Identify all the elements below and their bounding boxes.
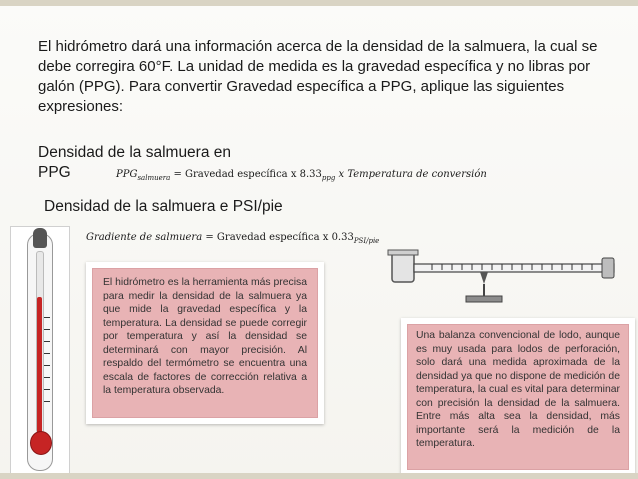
balance-info-box: Una balanza convencional de lodo, aunque es muy usada para lodos de perforación, solo dará una medida aproximada de la densidad ya que no dispone de medición de temperatura, la cual es vital para determinar con precisión la densidad de la salmuera. Entre más alta sea la densidad, más importante será la medición de la temperatura. bbox=[407, 324, 629, 470]
thermometer-cap bbox=[33, 228, 47, 248]
balance-counterweight bbox=[602, 258, 614, 278]
thermometer-tick bbox=[44, 341, 50, 342]
psi-eq-rhs-sub: PSI/pie bbox=[353, 237, 380, 245]
thermometer-tick bbox=[44, 389, 50, 390]
thermometer-tick bbox=[44, 353, 50, 354]
balance-fulcrum bbox=[480, 272, 488, 284]
ppg-eq-rhs: = Gravedad específica x 8.33 bbox=[170, 169, 322, 180]
psi-equation bbox=[86, 232, 379, 245]
mud-balance-icon bbox=[384, 244, 624, 314]
thermometer-tick bbox=[44, 365, 50, 366]
balance-cup bbox=[392, 252, 414, 282]
ppg-eq-rhs-sub: ppg bbox=[321, 174, 336, 182]
thermometer-icon bbox=[10, 226, 70, 478]
psi-label: Densidad de la salmuera e PSI/pie bbox=[44, 198, 283, 215]
thermometer-tick bbox=[44, 377, 50, 378]
psi-eq-lhs: Gradiente de salmuera bbox=[86, 232, 203, 243]
hydrometer-info-box: El hidrómetro es la herramienta más precisa para medir la densidad de la salmuera ya que mide la gravedad específica y la temperatura. La densidad se puede corregir por temperatura y así la densidad se determinará con mayor precisión. Al respaldo del termómetro se encuentra una escala de factores de corrección relativa a la temperatura observada. bbox=[92, 268, 318, 418]
balance-base bbox=[466, 296, 502, 302]
ppg-eq-tail: x Temperatura de conversión bbox=[335, 169, 487, 180]
ppg-eq-lhs: PPG bbox=[116, 169, 138, 180]
thermometer-bulb bbox=[30, 431, 52, 455]
thermometer-mercury bbox=[37, 297, 42, 437]
ppg-label: Densidad de la salmuera en PPG bbox=[38, 144, 232, 181]
ppg-eq-lhs-sub: salmuera bbox=[137, 174, 171, 182]
intro-paragraph: El hidrómetro dará una información acerca de la densidad de la salmuera, la cual se debe corregira 60°F. La unidad de medida es la gravedad específica y no libras por galón (PPG). Para convertir Gravedad específica a PPG, aplique las siguientes expresiones: bbox=[38, 38, 598, 115]
ppg-equation bbox=[116, 169, 487, 182]
thermometer-tick bbox=[44, 401, 50, 402]
balance-beam bbox=[414, 264, 614, 272]
psi-eq-rhs: = Gravedad específica x 0.33 bbox=[202, 232, 354, 243]
thermometer-tick bbox=[44, 317, 50, 318]
thermometer-tick bbox=[44, 329, 50, 330]
